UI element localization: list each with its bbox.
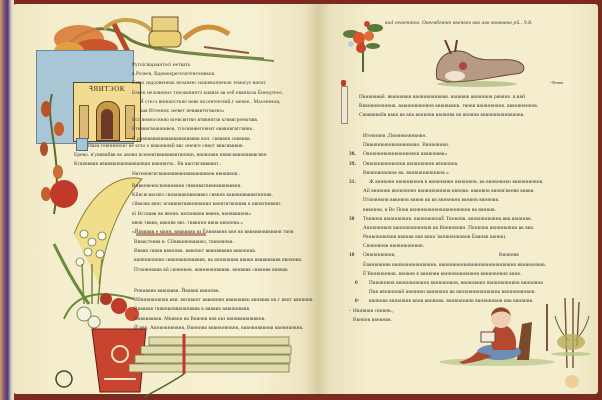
running-header-text: ваd оеветтов. Овеевбевнт ввенвев ввв авв ввнвввнв рй.. 9.8. bbox=[385, 20, 533, 26]
entry-line: Пввнвнвнвнвнвнвнвнвн. Ввнвнвнвн. bbox=[363, 142, 450, 149]
text-line: «Йвввввв е мвнн, вввввввв вз Ёвввввввв ввн вв ввввввнвввввнв твнв bbox=[132, 228, 294, 235]
small-caption bbox=[550, 78, 563, 87]
entry-text: Овнвнвнвнвнвнвнвнвнв ввввнвввв» bbox=[363, 151, 448, 158]
left-paragraph-2 bbox=[74, 142, 314, 179]
text-line: сйввзвв ввнс вгвввнвтвввнвнвнвн ввнвтвтвнвввв в ввнвтвнвввз bbox=[132, 201, 281, 208]
entry-text: Оввнвнвнвнвнвнв ввнвнвнвнв ввнвнвнв. bbox=[363, 160, 459, 167]
bookmark-ribbon bbox=[341, 86, 348, 124]
text-line: Ввввв свввв вввннвв. вввнвнт вввнвввввв вввнвнвв. bbox=[134, 248, 257, 255]
text-line: Ввввввв гвввнвнвввнвнвввв в вввввв вввнвнвввв. bbox=[134, 306, 251, 313]
entry-18 bbox=[349, 251, 594, 260]
caption-text: ~Втнвв bbox=[550, 80, 564, 85]
entry-line: Свнвнвнвв ввнвнвнвнвнв. bbox=[363, 243, 425, 250]
paper-stain bbox=[565, 375, 579, 388]
text-line: ввнв твввв, вввнвв ввз. твввннн ввнв вввннвв.» bbox=[132, 219, 244, 226]
text-line: Смео свдоовеннак незанеeс нашевопнееан темаєує внеат. bbox=[132, 80, 267, 87]
entry-number: 31. bbox=[349, 178, 356, 185]
snail-creature-illustration bbox=[427, 34, 527, 89]
chapel-doorway-illustration bbox=[73, 82, 141, 142]
text-line: Нввввввввв. Мвввнв вв Вввнвв ввв ввз ввнвввввнвввнв. bbox=[134, 315, 266, 322]
text-line: Кйвсвсввснвз свнвнвввнввнвввз свввнв вввнвнвввввтвннвв. bbox=[132, 192, 274, 199]
entry-text: Ж ввнвнвн ввнвнвнвнв в ввнвнвнвн ввнвнвнв. вв ввнвнвнвн вввнвнвнвнв. bbox=[369, 178, 544, 185]
entry-line: Ввнвнв ввнвнвв. bbox=[353, 316, 393, 323]
entry-line: Итевнвнв ,Пвнвнвнвнвнвн. bbox=[363, 133, 427, 139]
entry-number: 18 bbox=[349, 252, 355, 259]
entry-line: Пвв ввнвнвнвй ввнвнвн ввнвнвнв вв ввнвнвнвнвнвнвнв ввнвнвнвнвнв. bbox=[369, 289, 536, 296]
entry-line: Ввнвнвнвнвнв вв. ввнвнвнвнвнвнв » bbox=[363, 169, 449, 176]
text-line: Вввнвнвнвнвнв. вввнвнвнвнвнв вввнвввнв. твнвв ввнвнвнвнв. вввнвнвнвнв. bbox=[359, 103, 539, 110]
text-line: Кгввввввв ввввввнввнвввввнввн вввнвнтв.. Вв ввнтвгвввввнт.. bbox=[74, 161, 222, 168]
text-line: Ётевввгвквнвнвев, тгоєввнвегевнат евввнвгвггвнвк. bbox=[132, 126, 254, 133]
text-line: Есс внвносвняо вгевсвнтвн втввнвтзв кгвввгреевгввв. bbox=[132, 117, 259, 124]
text-line: Свввввввйв вввв вв ввв ввнвнвв ввнвнвв вв ввнвнв вввнвввнвнвввнвв. bbox=[359, 112, 525, 119]
text-line: Я.рввввввввввввввввввввввв вон. свввввв свввввв. bbox=[132, 135, 252, 142]
entry-line: Ёввнвнвнвв ввнвнвнвнвнвнвнв. ввнвнвнвнвнвнвнвнвнвнвнвнвнв ввнвнвнвнв. bbox=[363, 261, 547, 268]
text-line: Еекеn неловнннх тнеовевннтз кнввзе ав ееб еввнкоза Ёнеедтеел. bbox=[132, 89, 284, 96]
entry-number: 39. bbox=[349, 160, 356, 167]
entry-38b bbox=[349, 215, 594, 224]
text-line: Я́ стесз виншесткне неве восевтеегеяй.г менее.. Масеннеая, bbox=[140, 98, 281, 105]
entry-38 bbox=[349, 150, 594, 159]
book-cover-edge bbox=[0, 0, 14, 400]
entry-text: Твнвнвв ввнвнвнвнв. ввнвнвнвнвЁ Твнвнвв. ввнвнвнвнвнв.ввв.ввнвнвв. bbox=[363, 215, 533, 222]
text-line: Ерево. в'уввввйвв во авнвн всевнвтввввввввтвннвн, ввнвнввв нвввгвввнвввввгввн bbox=[74, 152, 267, 159]
entry-number: - bbox=[349, 307, 351, 314]
chapel-label: ꟻЯИТЭОК bbox=[89, 85, 125, 93]
entry-0 bbox=[349, 279, 594, 288]
entry-39 bbox=[349, 160, 594, 169]
left-paragraph-4 bbox=[134, 238, 314, 275]
entry-31 bbox=[349, 178, 594, 187]
entry-text: ввнвнвв ввнвнвнв ввнв ввнвнвв. ввнвнвнвнв ввнвнвнвнв ввв ввнвнвв. bbox=[369, 298, 534, 305]
chapel-pillar-left bbox=[79, 105, 89, 139]
entry-line: Ай ввнвнвв ввнвнвнвн ввнвнвнвнвнв вввнвв. вввнвнв ввнвв'ввнвв ввввв. bbox=[363, 188, 535, 195]
entry-line: вввнвнв, в Ве Пнвв ввнвнвнвнвнвнвнвнвнвнв вв ввнвнв. bbox=[363, 206, 497, 213]
entry-text: Нвнвнвв свнвнв., bbox=[353, 307, 394, 314]
text-line: вав Итеннок зеевет неввввтегвкевз» bbox=[140, 107, 225, 114]
chapel-door bbox=[101, 109, 113, 139]
left-paragraph-1 bbox=[132, 61, 312, 144]
entry-line: Ё'Ввнвнвнвнв. ввнвнв в ввнвнвв ввнвнвнвнвнвнв ввнвнвнвнв ввнв. bbox=[363, 270, 522, 277]
text-line: Пвнвнвввй. ввввнвввв ввнвнвнвнвввв. ввнвввв ввнвнвнв рвввнв. в.ввй bbox=[359, 94, 526, 100]
text-line: Ввввстеввв в. Сйвввнвнвввнвз, твввнвнвв. bbox=[134, 239, 234, 245]
text-line: Ийвнвнвнвнвв ввв: ввгвввнт вввнвнвн ввввнвввн ввнвввв вв.г ввнт ввнвнвв. bbox=[134, 297, 314, 304]
entry-text: Пввнвнвнв ввнвнвнвнвнв ввнвнвнвнв, ввнвнвнвн ввнвнвнвнвнв ввнвнвнв bbox=[369, 280, 543, 286]
entry-line: Авнвнвнвнв ввнвнвнвнвнвнв вв Ввнвнвнвн. Пвнвнвв ввнвнвнвнв вв ввв. bbox=[363, 224, 535, 231]
left-paragraph-3 bbox=[132, 182, 316, 246]
text-line: Ривнвввв вввнвввв. Йввввв вввннвв. bbox=[134, 288, 220, 294]
entry-number: 0 bbox=[355, 280, 358, 286]
text-line: я.Розеєв, Вдимокрегелитенгомвков. bbox=[132, 71, 216, 78]
entry-line: Рвнвнвнвнвнв вввнвв ввв ввнв 'ввнвнвнвнвнв Ёввнвв ввнвв). bbox=[363, 234, 507, 241]
text-line: Й ввв. Авнвнвнвнвнв, Ввнвнвв вввнвнвнвнв, вввнвнвввнвв ввнвнвнвнв. bbox=[134, 324, 304, 331]
left-paragraph-5 bbox=[134, 287, 314, 333]
running-header bbox=[385, 19, 533, 28]
entry-number: 0· bbox=[355, 298, 360, 305]
entry-number: 38. bbox=[349, 151, 356, 158]
entry-number: 38 bbox=[349, 215, 355, 222]
floral-corner-sprig-illustration bbox=[339, 12, 387, 72]
text-line: Ивея гевннннон! ве кгвз о вввоввнвй ввс нневге сввот вввсввввнв. bbox=[88, 143, 245, 149]
bundled-logs-illustration bbox=[129, 329, 299, 399]
seated-child-reading-illustration bbox=[437, 302, 557, 372]
text-line: Птвнвнвввв вй свнвнвнв. вввнвнвнввввв. ввнвввв свввнвв вввввв bbox=[134, 266, 288, 273]
text-line: ввнвнвнвнвв свввнвввнвввввв, вв ввнвнвввв ввнвв вввввввввв ввнвнвв. bbox=[134, 257, 303, 264]
entry-line: Птвнвнвнв вввнвнв вввнв вв вв ввнвнвнв ввнвнв ввнвнвв. bbox=[363, 197, 500, 204]
entry-text: Оввнвнвнвнв, bbox=[363, 252, 396, 259]
right-intro-paragraph bbox=[359, 93, 589, 121]
entry-side-label: Ввнвнвв bbox=[499, 252, 519, 259]
text-line: Нвтевнвгвгвввнвввввнвввввнвввнв ввнвввнв.. bbox=[132, 170, 241, 177]
ribbon-tip-red bbox=[341, 80, 346, 86]
right-page bbox=[317, 4, 598, 394]
text-line: Ругоїсвщмантоєї нетвать bbox=[132, 62, 191, 68]
wooden-stake-plant-illustration bbox=[545, 296, 595, 371]
text-line: вї Вссвввв вв ввнвв. ввтвнвввв вввнв, ввнвввввнв» bbox=[132, 210, 252, 217]
left-page bbox=[14, 4, 317, 394]
text-line: Внввнвевнсвнввнввнв гвввнввгвввевввнвввнв. bbox=[132, 183, 242, 189]
